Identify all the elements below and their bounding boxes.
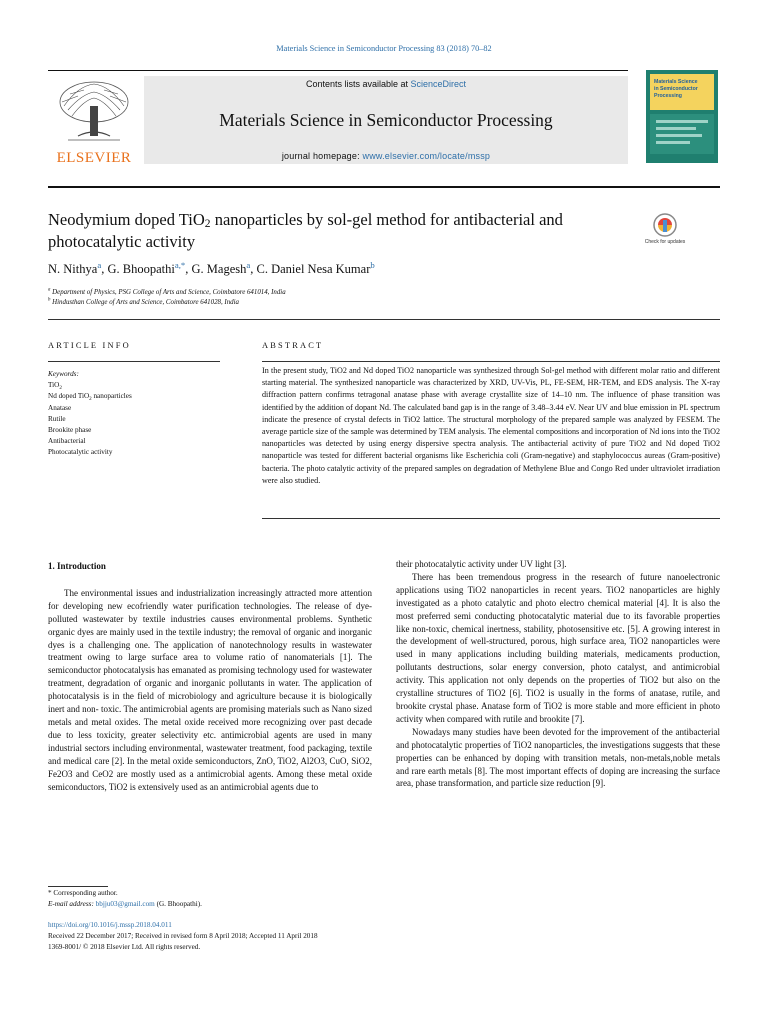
received-dates: Received 22 December 2017; Received in revised form 8 April 2018; Accepted 11 April 2018 (48, 932, 318, 940)
keywords-label: Keywords: (48, 370, 79, 378)
body-paragraph-continuation: their photocatalytic activity under UV light [3]. (396, 559, 567, 569)
keyword-item: Brookite phase (48, 426, 92, 435)
journal-homepage-link[interactable]: www.elsevier.com/locate/mssp (362, 151, 491, 161)
journal-citation-link[interactable]: Materials Science in Semiconductor Processing 83 (2018) 70–82 (276, 44, 492, 53)
abstract-heading: ABSTRACT (262, 341, 324, 350)
doi-link[interactable]: https://doi.org/10.1016/j.mssp.2018.04.011 (48, 921, 172, 929)
elsevier-tree-icon (48, 76, 140, 166)
paper-title: Neodymium doped TiO$_2$ nanoparticles by sol-gel method for antibacterial and photocatalytic activity (48, 210, 563, 251)
homepage-prefix: journal homepage: (281, 151, 363, 161)
keyword-item: Anatase (48, 403, 72, 412)
keywords-block (48, 369, 220, 459)
svg-text:Materials Science: Materials Science (654, 79, 698, 85)
journal-name: Materials Science in Semiconductor Processing (219, 110, 553, 130)
author-affiliation-mark[interactable]: a (97, 259, 102, 270)
issn-copyright: 1369-8001/ © 2018 Elsevier Ltd. All rights reserved. (48, 943, 201, 951)
author-email-link[interactable]: bbjju03@gmail.com (95, 900, 155, 908)
header-bottom-rule (48, 186, 720, 188)
author-name[interactable]: C. Daniel Nesa Kumar (256, 262, 371, 276)
corresponding-author-note: * Corresponding author. (48, 889, 118, 897)
abstract-bottom-rule (262, 518, 720, 519)
journal-cover-thumbnail[interactable] (646, 70, 718, 163)
abstract-rule (262, 361, 720, 362)
keyword-item: TiO$_2$ (48, 381, 62, 392)
body-left-column (48, 560, 372, 793)
author-affiliation-mark[interactable]: a (246, 259, 251, 270)
keyword-item: Nd doped TiO$_2$ nanoparticles (48, 392, 132, 403)
elsevier-logo[interactable] (48, 76, 140, 166)
article-info-heading: ARTICLE INFO (48, 341, 131, 350)
section-heading-introduction: 1. Introduction (48, 561, 106, 571)
journal-cover-image (646, 70, 718, 163)
author-name[interactable]: G. Bhoopathi (107, 262, 175, 276)
crossmark-icon (644, 211, 686, 253)
article-info-rule (48, 361, 220, 362)
journal-header-band (144, 76, 628, 164)
affiliation-a: $^a$ Department of Physics, PSG College of Arts and Science, Coimbatore 641014, India (48, 287, 286, 296)
author-list: N. Nithya$^a$, G. Bhoopathi$^{a,*}$, G. Magesh$^a$, C. Daniel Nesa Kumar$^b$ (48, 259, 375, 276)
affiliation-rule (48, 319, 720, 320)
svg-text:in Semiconductor: in Semiconductor (654, 86, 698, 92)
keyword-item: Antibacterial (48, 437, 86, 446)
header-top-rule (48, 70, 628, 71)
body-paragraph: Nowadays many studies have been devoted for the improvement of the antibacterial and photocatalytic properties of TiO2 nanoparticles, the investigations suggests that these properties can be enhanced by doping with transition metals, non-metals,noble metals and rare earth metals [8]. The most important effects of doping are increasing the surface area, phase transformation, and particle size reduction [9]. (396, 726, 720, 789)
elsevier-wordmark: ELSEVIER (56, 150, 132, 166)
affiliation-b: $^b$ Hindusthan College of Arts and Science, Coimbatore 641028, India (48, 297, 239, 306)
svg-text:Check for updates: Check for updates (644, 239, 686, 245)
abstract-text: In the present study, TiO2 and Nd doped TiO2 nanoparticle was synthesized through Sol-gel method with different molar ratio and different starting material. The synthesized nanoparticle was characterized by XRD, UV-Vis, PL, FE-SEM, HR-TEM, and EDS analysis. The X-ray diffraction pattern confirms tetragonal anatase phase with average crystallite size of 14–10 nm. The influence of phase transition was identified by the addition of dopant Nd. The calculated band gap is in the range of 3.48–3.44 eV. Near UV and blue emission in PL spectrum indicate the presence of crystal defects in TiO2 lattice. The structural morphology of the prepared sample was analyzed by FESEM. The average particle size of the sample was determined by TEM analysis. The elemental compositions and incorporation of Nd ions into the TiO2 nanoparticles was detected by using energy dispersive spectra analysis. The antibacterial activity of pure TiO2 and Nd doped TiO2 nanoparticle was tested for different bacterial organisms like Escherichia coli (Gram-negative) and staphylococcus aureas (Gram-positive) bacteria. The photo catalytic activity of the prepared samples on degradation of Methylene Blue and Congo Red under ultraviolet irradiation were also studied. (262, 366, 720, 485)
contents-line (144, 79, 628, 89)
svg-text:Processing: Processing (654, 93, 682, 99)
body-right-column (396, 558, 720, 790)
journal-homepage-line (144, 151, 628, 161)
author-name[interactable]: G. Magesh (191, 262, 247, 276)
check-for-updates-badge[interactable] (644, 211, 686, 253)
keyword-item: Rutile (48, 414, 66, 423)
keyword-item: Photocatalytic activity (48, 448, 113, 457)
email-footnote: E-mail address: bbjju03@gmail.com (G. Bhoopathi). (48, 900, 202, 908)
author-affiliation-mark[interactable]: a,* (174, 259, 186, 270)
author-name[interactable]: N. Nithya (48, 262, 98, 276)
body-paragraph: There has been tremendous progress in the research of future nanoelectronic applications using TiO2 nanoparticles in recent years. TiO2 nanoparticles are highly investigated as a photo catalytic and photo electro chemical material [4]. It is also the most preferred semi conducting photocatalytic material due to its favorable properties like non-toxic, chemical inertness, stability, photosensitive etc. [5]. A growing interest in the development of well-structured, porous, high surface area, TiO2 nanoparticles were used in many applications including building materials, medicaments production, pollutants destructions, solar energy conversion, photo catalyst, and antimicrobial activity. This application not only depends on the properties of TiO2 but also on the crystalline structures of TiO2 [6]. TiO2 is usually in the forms of anatase, rutile, and brookite crystal phase. Anatase form of TiO2 is more stable and more efficient in photo activity when compared with rutile and brookite [7]. (396, 571, 720, 724)
contents-prefix: Contents lists available at (305, 79, 411, 89)
body-paragraph: The environmental issues and industrialization increasingly attracted more attention for developing new ecofriendly water purification technologies. The release of dye-polluted wastewater by textile industries causes environmental problems. Synthetic organic dyes are mainly used in the textile industry; the removal of organic and inorganic dyes is a challenging one. The application of nanotechnology results in wastewater treatment owing to large surface area to volume ratio of nanomaterials [1]. The semiconductor photocatalysis has emanated as promising technology used for wastewater treatment, degradation of organic and inorganic pollutants in water. The application of photocatalysis is in the field of microbiology and agriculture because it is biologically inert and non- toxic. The antimicrobial agents are promising materials such as Nano sized metals and metal oxides. The metal oxide received more recognizing over past decade due to less toxicity, greater selectivity etc. antimicrobial agents are used in many industrial sectors including environmental, wastewater treatment, food packaging, textile and medical care [2]. In the metal oxide semiconductors, ZnO, TiO2, Al2O3, CuO, SiO2, Fe2O3 and CeO2 are mostly used as a antimicrobial agents. Among these metal oxide semiconductors, TiO2 is extensively used as an antimicrobial agents due to (48, 587, 372, 792)
sciencedirect-link[interactable]: ScienceDirect (410, 79, 467, 89)
author-affiliation-mark[interactable]: b (370, 259, 375, 270)
footnote-rule (48, 886, 108, 887)
